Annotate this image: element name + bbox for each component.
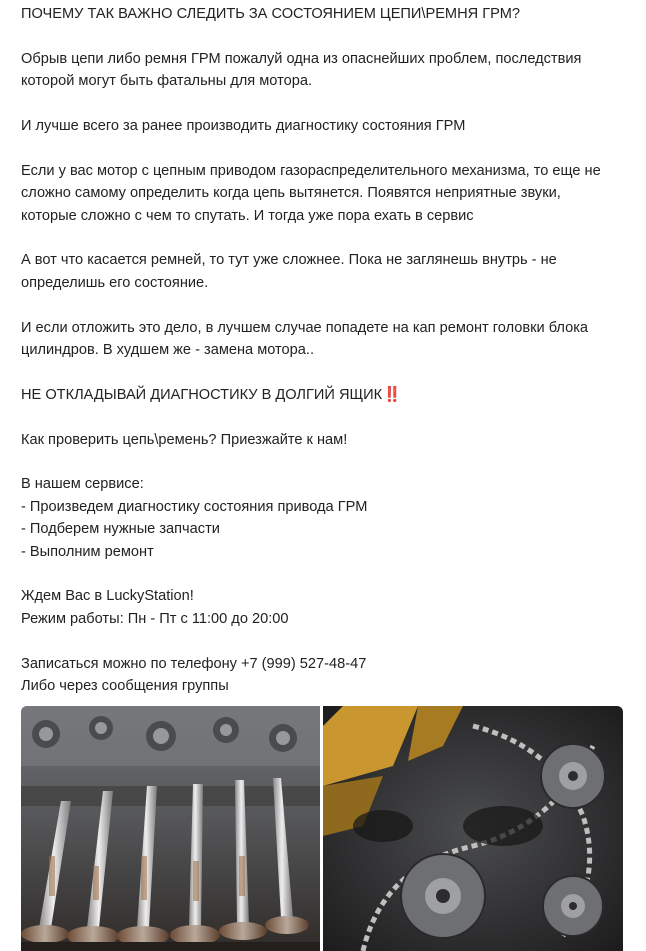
post-paragraph-line: И лучше всего за ранее производить диагностику состояния ГРМ <box>21 118 466 134</box>
paragraph-gap <box>21 294 631 316</box>
service-item: - Подберем нужные запчасти <box>21 521 220 538</box>
post-paragraph-line: цилиндров. В худшем же - замена мотора.. <box>21 342 315 359</box>
paragraph-gap <box>21 25 631 47</box>
messages-line: Либо через сообщения группы <box>21 678 229 695</box>
invite-line: Ждем Вас в LuckyStation! <box>21 588 194 605</box>
service-item: - Произведем диагностику состояния привода ГРМ <box>21 498 368 515</box>
engine-valves-photo[interactable] <box>21 706 320 951</box>
paragraph-gap <box>21 137 631 159</box>
post-paragraph-line: сложно самому определить когда цепь вытянется. Появятся неприятные звуки, <box>21 185 561 202</box>
paragraph-gap <box>21 406 631 428</box>
double-exclamation-icon: ‼️ <box>383 386 400 403</box>
phone-line: Записаться можно по телефону +7 (999) 527-48-47 <box>21 655 367 672</box>
post-paragraph-line: А вот что касается ремней, то тут уже сложнее. Пока не заглянешь внутрь - не <box>21 252 557 269</box>
post-photo-grid <box>21 706 623 951</box>
post-paragraph-line: определишь его состояние. <box>21 274 209 291</box>
post-text <box>21 3 631 697</box>
paragraph-gap <box>21 93 631 115</box>
question-line: Как проверить цепь\ремень? Приезжайте к нам! <box>21 431 348 448</box>
warning-line <box>21 384 631 406</box>
engine-valves-image <box>21 706 320 951</box>
post-paragraph-line: Обрыв цепи либо ремня ГРМ пожалуй одна из опаснейших проблем, последствия <box>21 50 582 67</box>
post-paragraph-line: И если отложить это дело, в лучшем случае попадете на кап ремонт головки блока <box>21 319 589 336</box>
warning-text: НЕ ОТКЛАДЫВАЙ ДИАГНОСТИКУ В ДОЛГИЙ ЯЩИК <box>21 386 383 403</box>
service-item: - Выполним ремонт <box>21 543 154 560</box>
paragraph-gap <box>21 451 631 473</box>
post-paragraph-line: которой могут быть фатальны для мотора. <box>21 73 313 90</box>
paragraph-gap <box>21 361 631 383</box>
timing-chain-image <box>323 706 623 951</box>
paragraph-gap <box>21 630 631 652</box>
services-title: В нашем сервисе: <box>21 476 144 493</box>
post-paragraph-line: которые сложно с чем то спутать. И тогда уже пора ехать в сервис <box>21 207 474 224</box>
timing-chain-photo[interactable] <box>323 706 623 951</box>
post-paragraph-line: Если у вас мотор с цепным приводом газораспределительного механизма, то еще не <box>21 162 601 179</box>
paragraph-gap <box>21 227 631 249</box>
hours-line: Режим работы: Пн - Пт с 11:00 до 20:00 <box>21 610 289 627</box>
post-heading: ПОЧЕМУ ТАК ВАЖНО СЛЕДИТЬ ЗА СОСТОЯНИЕМ ЦЕПИ\РЕМНЯ ГРМ? <box>21 6 520 22</box>
paragraph-gap <box>21 563 631 585</box>
